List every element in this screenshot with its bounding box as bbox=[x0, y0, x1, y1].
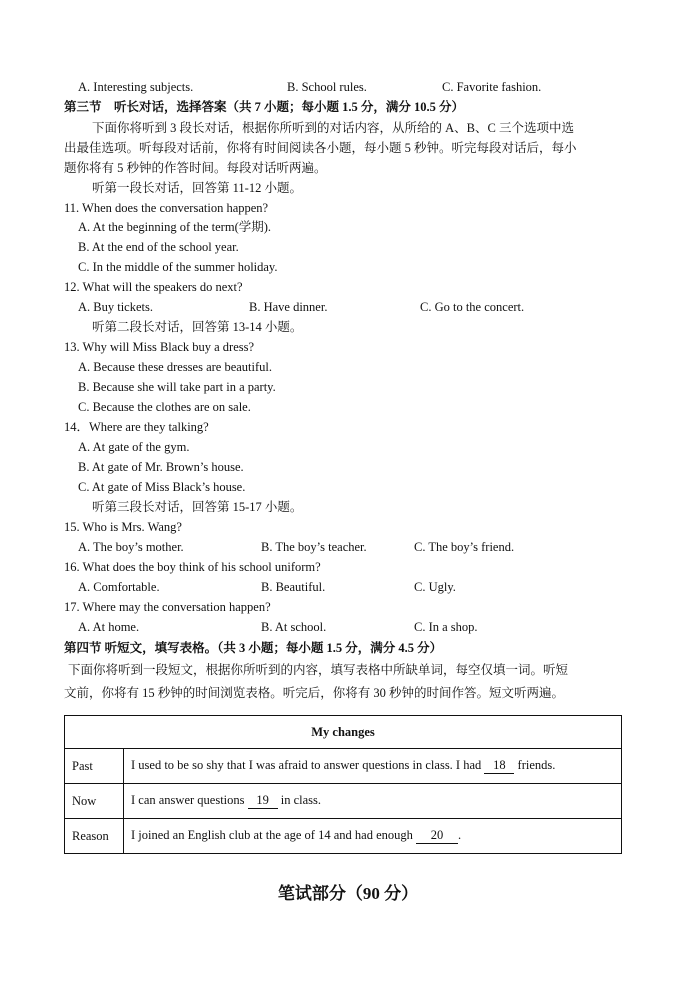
q12-stem: 12. What will the speakers do next? bbox=[64, 280, 243, 294]
q10-option-a: A. Interesting subjects. bbox=[78, 80, 194, 94]
table-row bbox=[65, 819, 622, 854]
q14-stem: 14．Where are they talking? bbox=[64, 420, 209, 434]
row-text: I joined an English club at the age of 14 and had enough bbox=[131, 828, 416, 842]
dialog2-instruction: 听第二段长对话，回答第 13-14 小题。 bbox=[92, 320, 303, 334]
q13-option-c: C. Because the clothes are on sale. bbox=[78, 400, 251, 414]
q13-stem: 13. Why will Miss Black buy a dress? bbox=[64, 340, 255, 354]
section4-intro-line1: 下面你将听到一段短文，根据你所听到的内容，填写表格中所缺单词，每空仅填一词。听短 bbox=[68, 663, 569, 677]
q11-option-a: A. At the beginning of the term(学期). bbox=[78, 220, 272, 234]
table-row bbox=[65, 749, 622, 784]
row-text: I can answer questions bbox=[131, 793, 248, 807]
q16-option-a: A. Comfortable. bbox=[78, 580, 160, 594]
dialog3-instruction: 听第三段长对话，回答第 15-17 小题。 bbox=[92, 500, 303, 514]
q11-option-b: B. At the end of the school year. bbox=[78, 240, 239, 254]
q10-option-c: C. Favorite fashion. bbox=[442, 80, 542, 94]
q10-option-b: B. School rules. bbox=[287, 80, 367, 94]
table-row bbox=[65, 784, 622, 819]
q17-option-c: C. In a shop. bbox=[414, 620, 478, 634]
answer-blank-18[interactable]: 18 bbox=[484, 758, 514, 774]
q14-option-c: C. At gate of Miss Black’s house. bbox=[78, 480, 246, 494]
section3-intro-line1: 下面你将听到 3 段长对话，根据你所听到的对话内容，从所给的 A、B、C 三个选项中选 bbox=[92, 121, 574, 135]
table-title: My changes bbox=[65, 716, 622, 749]
q14-option-b: B. At gate of Mr. Brown’s house. bbox=[78, 460, 244, 474]
section3-heading: 第三节 听长对话，选择答案（共 7 小题；每小题 1.5 分，满分 10.5 分） bbox=[64, 100, 465, 114]
row-label-reason: Reason bbox=[65, 819, 124, 854]
q16-option-b: B. Beautiful. bbox=[261, 580, 326, 594]
q16-stem: 16. What does the boy think of his school uniform? bbox=[64, 560, 321, 574]
row-content-now bbox=[124, 784, 622, 819]
section4-intro-line2: 文前，你将有 15 秒钟的时间浏览表格。听完后，你将有 30 秒钟的时间作答。短文听两遍。 bbox=[64, 686, 565, 700]
q13-option-a: A. Because these dresses are beautiful. bbox=[78, 360, 273, 374]
row-content-past bbox=[124, 749, 622, 784]
q12-option-c: C. Go to the concert. bbox=[420, 300, 525, 314]
answer-blank-19[interactable]: 19 bbox=[248, 793, 278, 809]
q13-option-b: B. Because she will take part in a party. bbox=[78, 380, 276, 394]
q17-stem: 17. Where may the conversation happen? bbox=[64, 600, 271, 614]
q12-option-b: B. Have dinner. bbox=[249, 300, 328, 314]
dialog1-instruction: 听第一段长对话，回答第 11-12 小题。 bbox=[92, 181, 302, 195]
section4-heading: 第四节 听短文，填写表格。（共 3 小题；每小题 1.5 分，满分 4.5 分） bbox=[64, 641, 443, 655]
q16-option-c: C. Ugly. bbox=[414, 580, 456, 594]
section3-intro-line3: 题你将有 5 秒钟的作答时间。每段对话听两遍。 bbox=[64, 161, 327, 175]
row-text: friends. bbox=[514, 758, 556, 772]
q17-option-a: A. At home. bbox=[78, 620, 140, 634]
my-changes-table bbox=[64, 715, 622, 854]
row-text: . bbox=[458, 828, 462, 842]
row-label-past: Past bbox=[65, 749, 124, 784]
q12-option-a: A. Buy tickets. bbox=[78, 300, 153, 314]
row-text: in class. bbox=[277, 793, 322, 807]
q11-option-c: C. In the middle of the summer holiday. bbox=[78, 260, 278, 274]
q17-option-b: B. At school. bbox=[261, 620, 327, 634]
row-label-now: Now bbox=[65, 784, 124, 819]
written-part-heading: 笔试部分（90 分） bbox=[277, 884, 419, 903]
q14-option-a: A. At gate of the gym. bbox=[78, 440, 190, 454]
q15-option-b: B. The boy’s teacher. bbox=[261, 540, 367, 554]
q11-stem: 11. When does the conversation happen? bbox=[64, 201, 269, 215]
row-text: I used to be so shy that I was afraid to answer questions in class. I had bbox=[131, 758, 485, 772]
q15-stem: 15. Who is Mrs. Wang? bbox=[64, 520, 182, 534]
row-content-reason bbox=[124, 819, 622, 854]
section3-intro-line2: 出最佳选项。听每段对话前，你将有时间阅读各小题，每小题 5 秒钟。听完每段对话后，每小 bbox=[64, 141, 577, 155]
q15-option-c: C. The boy’s friend. bbox=[414, 540, 515, 554]
answer-blank-20[interactable]: 20 bbox=[416, 828, 458, 844]
q15-option-a: A. The boy’s mother. bbox=[78, 540, 184, 554]
